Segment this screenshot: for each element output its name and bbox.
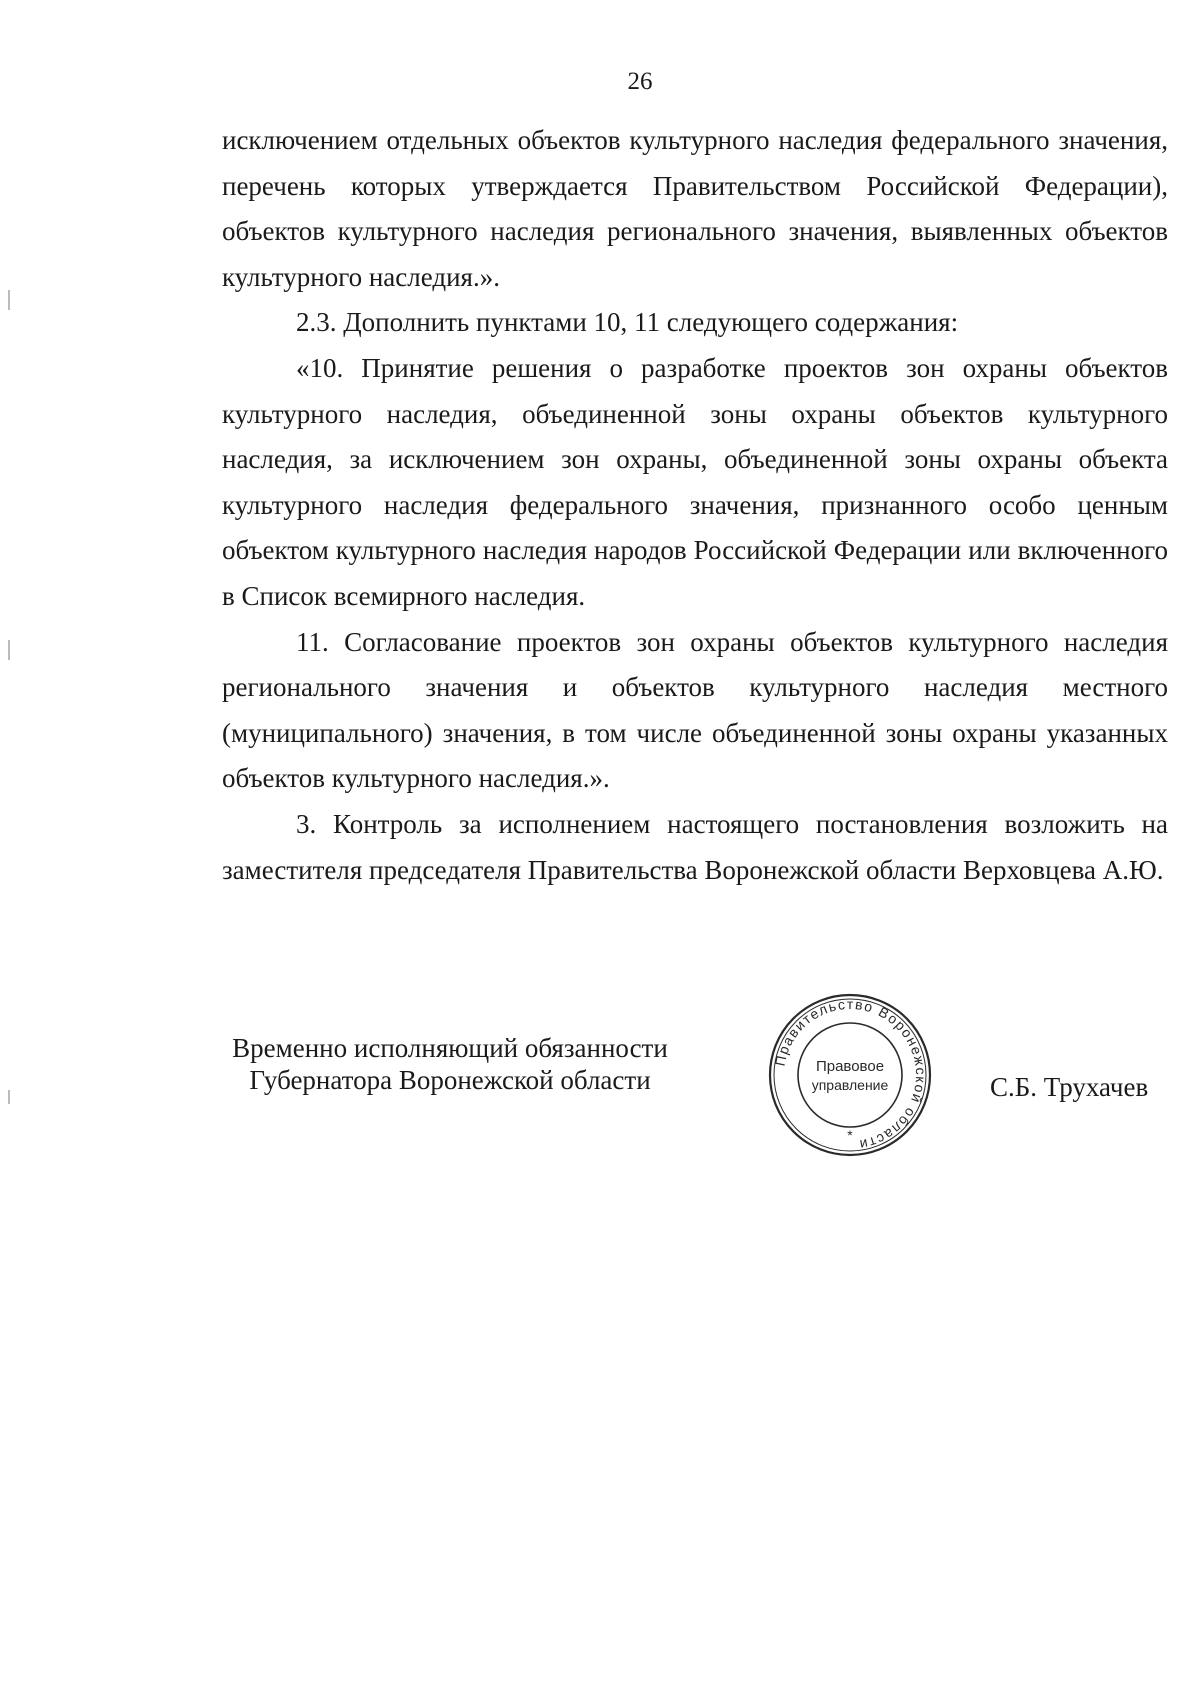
signatory-title-line-1: Временно исполняющий обязанности xyxy=(232,1033,668,1063)
paragraph-3-control: 3. Контроль за исполнением настоящего постановления возложить на заместителя председателя Правительства Воронежской области Верховцева А.Ю. xyxy=(222,808,1168,885)
stamp-star-icon: * xyxy=(847,1127,853,1143)
signatory-name: С.Б. Трухачев xyxy=(990,1072,1149,1102)
stamp-inner-line-2: управление xyxy=(811,1077,889,1093)
paragraph-continuation: исключением отдельных объектов культурного наследия федерального значения, перечень которых утверждается Правительством Российской Федерации), объектов культурного наследия регионального значения, выявленных объектов культурного наследия.». xyxy=(222,125,1168,292)
document-body xyxy=(222,118,1168,893)
paragraph-item-11: 11. Согласование проектов зон охраны объектов культурного наследия регионального значения и объектов культурного наследия местного (муниципального) значения, в том числе объединенной зоны охраны указанных объектов культурного наследия.». xyxy=(222,626,1168,794)
signature-block xyxy=(0,990,1200,1170)
scan-edge-mark xyxy=(8,290,10,310)
stamp-inner-line-1: Правовое xyxy=(815,1058,885,1075)
official-stamp xyxy=(765,990,935,1160)
stamp-outer-text: Правительство Воронежской области xyxy=(771,995,930,1154)
paragraph-item-10: «10. Принятие решения о разработке проектов зон охраны объектов культурного наследия, объединенной зоны охраны объектов культурного наследия, за исключением зон охраны, объединенной зоны охраны объекта культурного наследия федерального значения, признанного особо ценным объектом культурного наследия народов Российской Федерации или включенного в Список всемирного наследия. xyxy=(222,352,1168,611)
scan-edge-mark xyxy=(8,640,10,660)
scan-edge-mark xyxy=(8,1090,10,1104)
signatory-title-line-2: Губернатора Воронежской области xyxy=(249,1065,651,1095)
paragraph-2-3: 2.3. Дополнить пунктами 10, 11 следующего содержания: xyxy=(296,307,959,338)
signatory-title xyxy=(220,1032,680,1096)
page-number: 26 xyxy=(627,68,653,95)
